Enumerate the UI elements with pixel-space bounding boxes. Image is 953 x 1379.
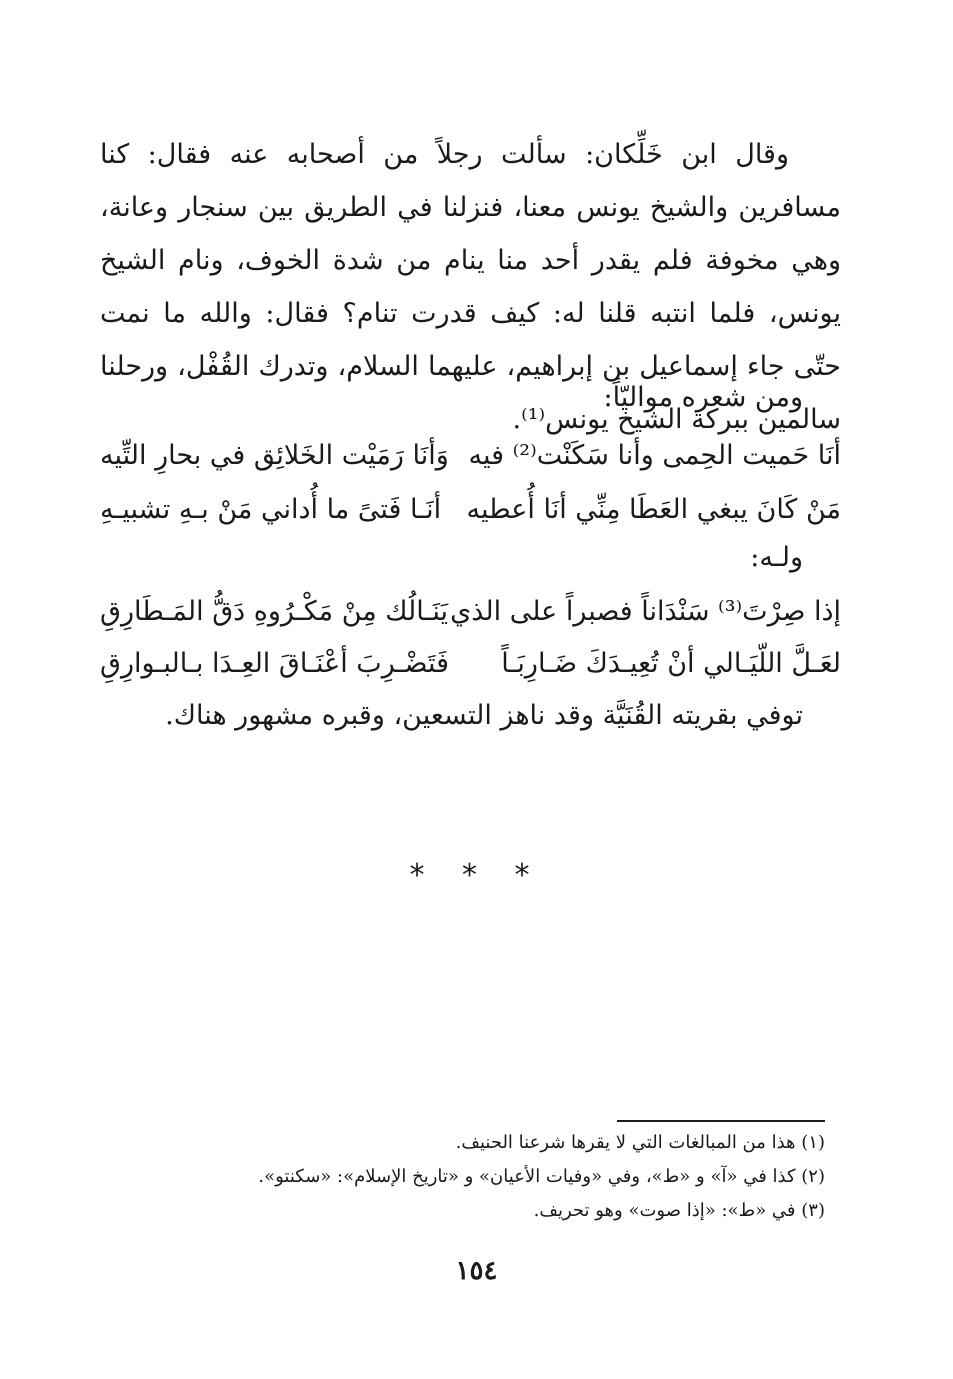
page-number: ١٥٤ xyxy=(455,1256,498,1286)
section-separator: * * * xyxy=(409,858,544,893)
footnote-1: (١) هذا من المبالغات التي لا يقرها شرعنا الحنيف. xyxy=(455,1132,825,1153)
hemistich-first: إذا صِرْتَ⁽³⁾ سَنْدَاناً فصبراً على الذي xyxy=(450,596,841,627)
footnote-2: (٢) كذا في «آ» و «ط»، وفي «وفيات الأعيان» و «تاريخ الإسلام»: «سكنتو». xyxy=(258,1166,825,1187)
hemistich-first: مَنْ كَانَ يبغي العَطَا مِنِّي أنَا أُعطيه xyxy=(466,494,841,525)
poem-2-line-2 xyxy=(100,638,841,690)
paragraph-ibn-khallikan: وقال ابن خَلِّكان: سألت رجلاً من أصحابه عنه فقال: كنا مسافرين والشيخ يونس معنا، فنزلنا في الطريق بين سنجار وعانة، وهي مخوفة فلم يقدر أحد منا ينام من شدة الخوف، ونام الشيخ يونس، فلما انتبه قلنا له: كيف قدرت تنام؟ فقال: والله ما نمت حتّى جاء إسماعيل بن إبراهيم، عليهما السلام، وتدرك القُفْل، ورحلنا سالمين ببركة الشيخ يونس⁽¹⁾. xyxy=(100,139,841,435)
verse-heading-lahu: ولـه: xyxy=(750,542,803,573)
hemistich-second: فَتَضْـرِبَ أعْنَـاقَ العِـدَا بـالبـوارِقِ xyxy=(100,648,449,679)
poem-2-line-1 xyxy=(100,586,841,638)
hemistich-second: أنَـا فَتىً ما أُداني مَنْ بـهِ تشبيـهِ xyxy=(100,494,442,525)
hemistich-first: أنَا حَميت الحِمى وأنا سَكَنْت⁽²⁾ فيه xyxy=(468,440,841,471)
footnote-3: (٣) في «ط»: «إذا صوت» وهو تحريف. xyxy=(533,1200,825,1221)
hemistich-second: وَأنَا رَمَيْت الخَلائِق في بحارِ التِّيه xyxy=(100,440,449,471)
poem-1-line-1 xyxy=(100,430,841,482)
poem-1-line-2 xyxy=(100,484,841,536)
hemistich-first: لعَـلَّ اللّيَـالي أنْ تُعِيـدَكَ ضَـارِبَـاً xyxy=(501,648,841,679)
hemistich-second: يَنَـالُك مِنْ مَكْـرُوهِ دَقُّ المَـطَارِقِ xyxy=(100,596,449,627)
footnote-rule xyxy=(617,1120,825,1122)
verse-heading-mawaliya: ومن شعره مواليّاً: xyxy=(603,382,803,413)
closing-sentence: توفي بقريته القُنَيَّة وقد ناهز التسعين، وقبره مشهور هناك. xyxy=(165,700,803,731)
